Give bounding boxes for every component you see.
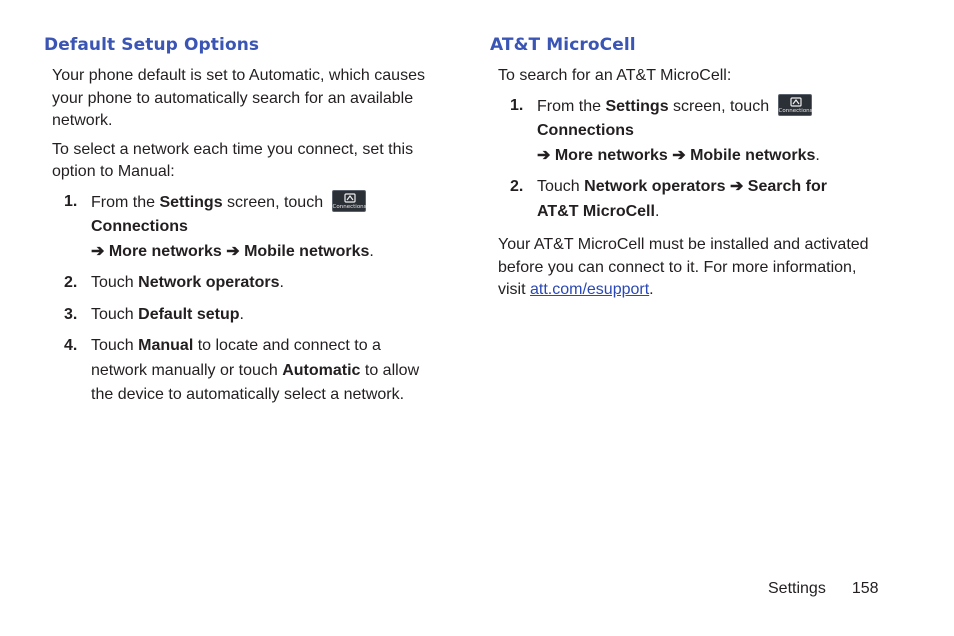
paragraph: To search for an AT&T MicroCell: bbox=[498, 67, 732, 84]
list-item: 1. From the Settings screen, touch Connections Connections ➔ More networks ➔ Mobile networks. bbox=[490, 94, 910, 169]
list-item: 2. Touch Network operators ➔ Search for AT&T MicroCell. bbox=[510, 178, 827, 220]
steps-list bbox=[490, 94, 910, 225]
list-item: 2. Touch Network operators. bbox=[64, 274, 284, 291]
connections-glyph-icon bbox=[344, 193, 356, 204]
paragraph: Your phone default is set to Automatic, which causes your phone to automatically search for an available network. bbox=[52, 67, 425, 129]
connections-icon: Connections bbox=[778, 94, 812, 116]
section-heading-default-setup: Default Setup Options bbox=[44, 35, 260, 55]
connections-glyph-icon bbox=[790, 97, 802, 108]
page-number: 158 bbox=[851, 580, 879, 597]
right-column bbox=[490, 34, 910, 308]
section-heading-microcell: AT&T MicroCell bbox=[490, 35, 636, 55]
paragraph: Your AT&T MicroCell must be installed and activated before you can connect to it. For more information, visit att.com/esupport. bbox=[498, 236, 869, 298]
page-footer bbox=[768, 578, 879, 600]
esupport-link[interactable]: att.com/esupport bbox=[530, 281, 650, 298]
footer-section-name: Settings bbox=[768, 580, 826, 597]
paragraph: To select a network each time you connect, set this option to Manual: bbox=[52, 140, 414, 180]
steps-list bbox=[44, 190, 454, 408]
list-item: 1. From the Settings screen, touch Connections Connections ➔ More networks ➔ Mobile networks. bbox=[44, 190, 454, 265]
list-item: 4. Touch Manual to locate and connect to a network manually or touch Automatic to allow the device to automatically select a network. bbox=[64, 337, 420, 403]
left-column bbox=[44, 34, 454, 415]
list-item: 3. Touch Default setup. bbox=[64, 305, 244, 323]
connections-icon: Connections bbox=[332, 190, 366, 212]
